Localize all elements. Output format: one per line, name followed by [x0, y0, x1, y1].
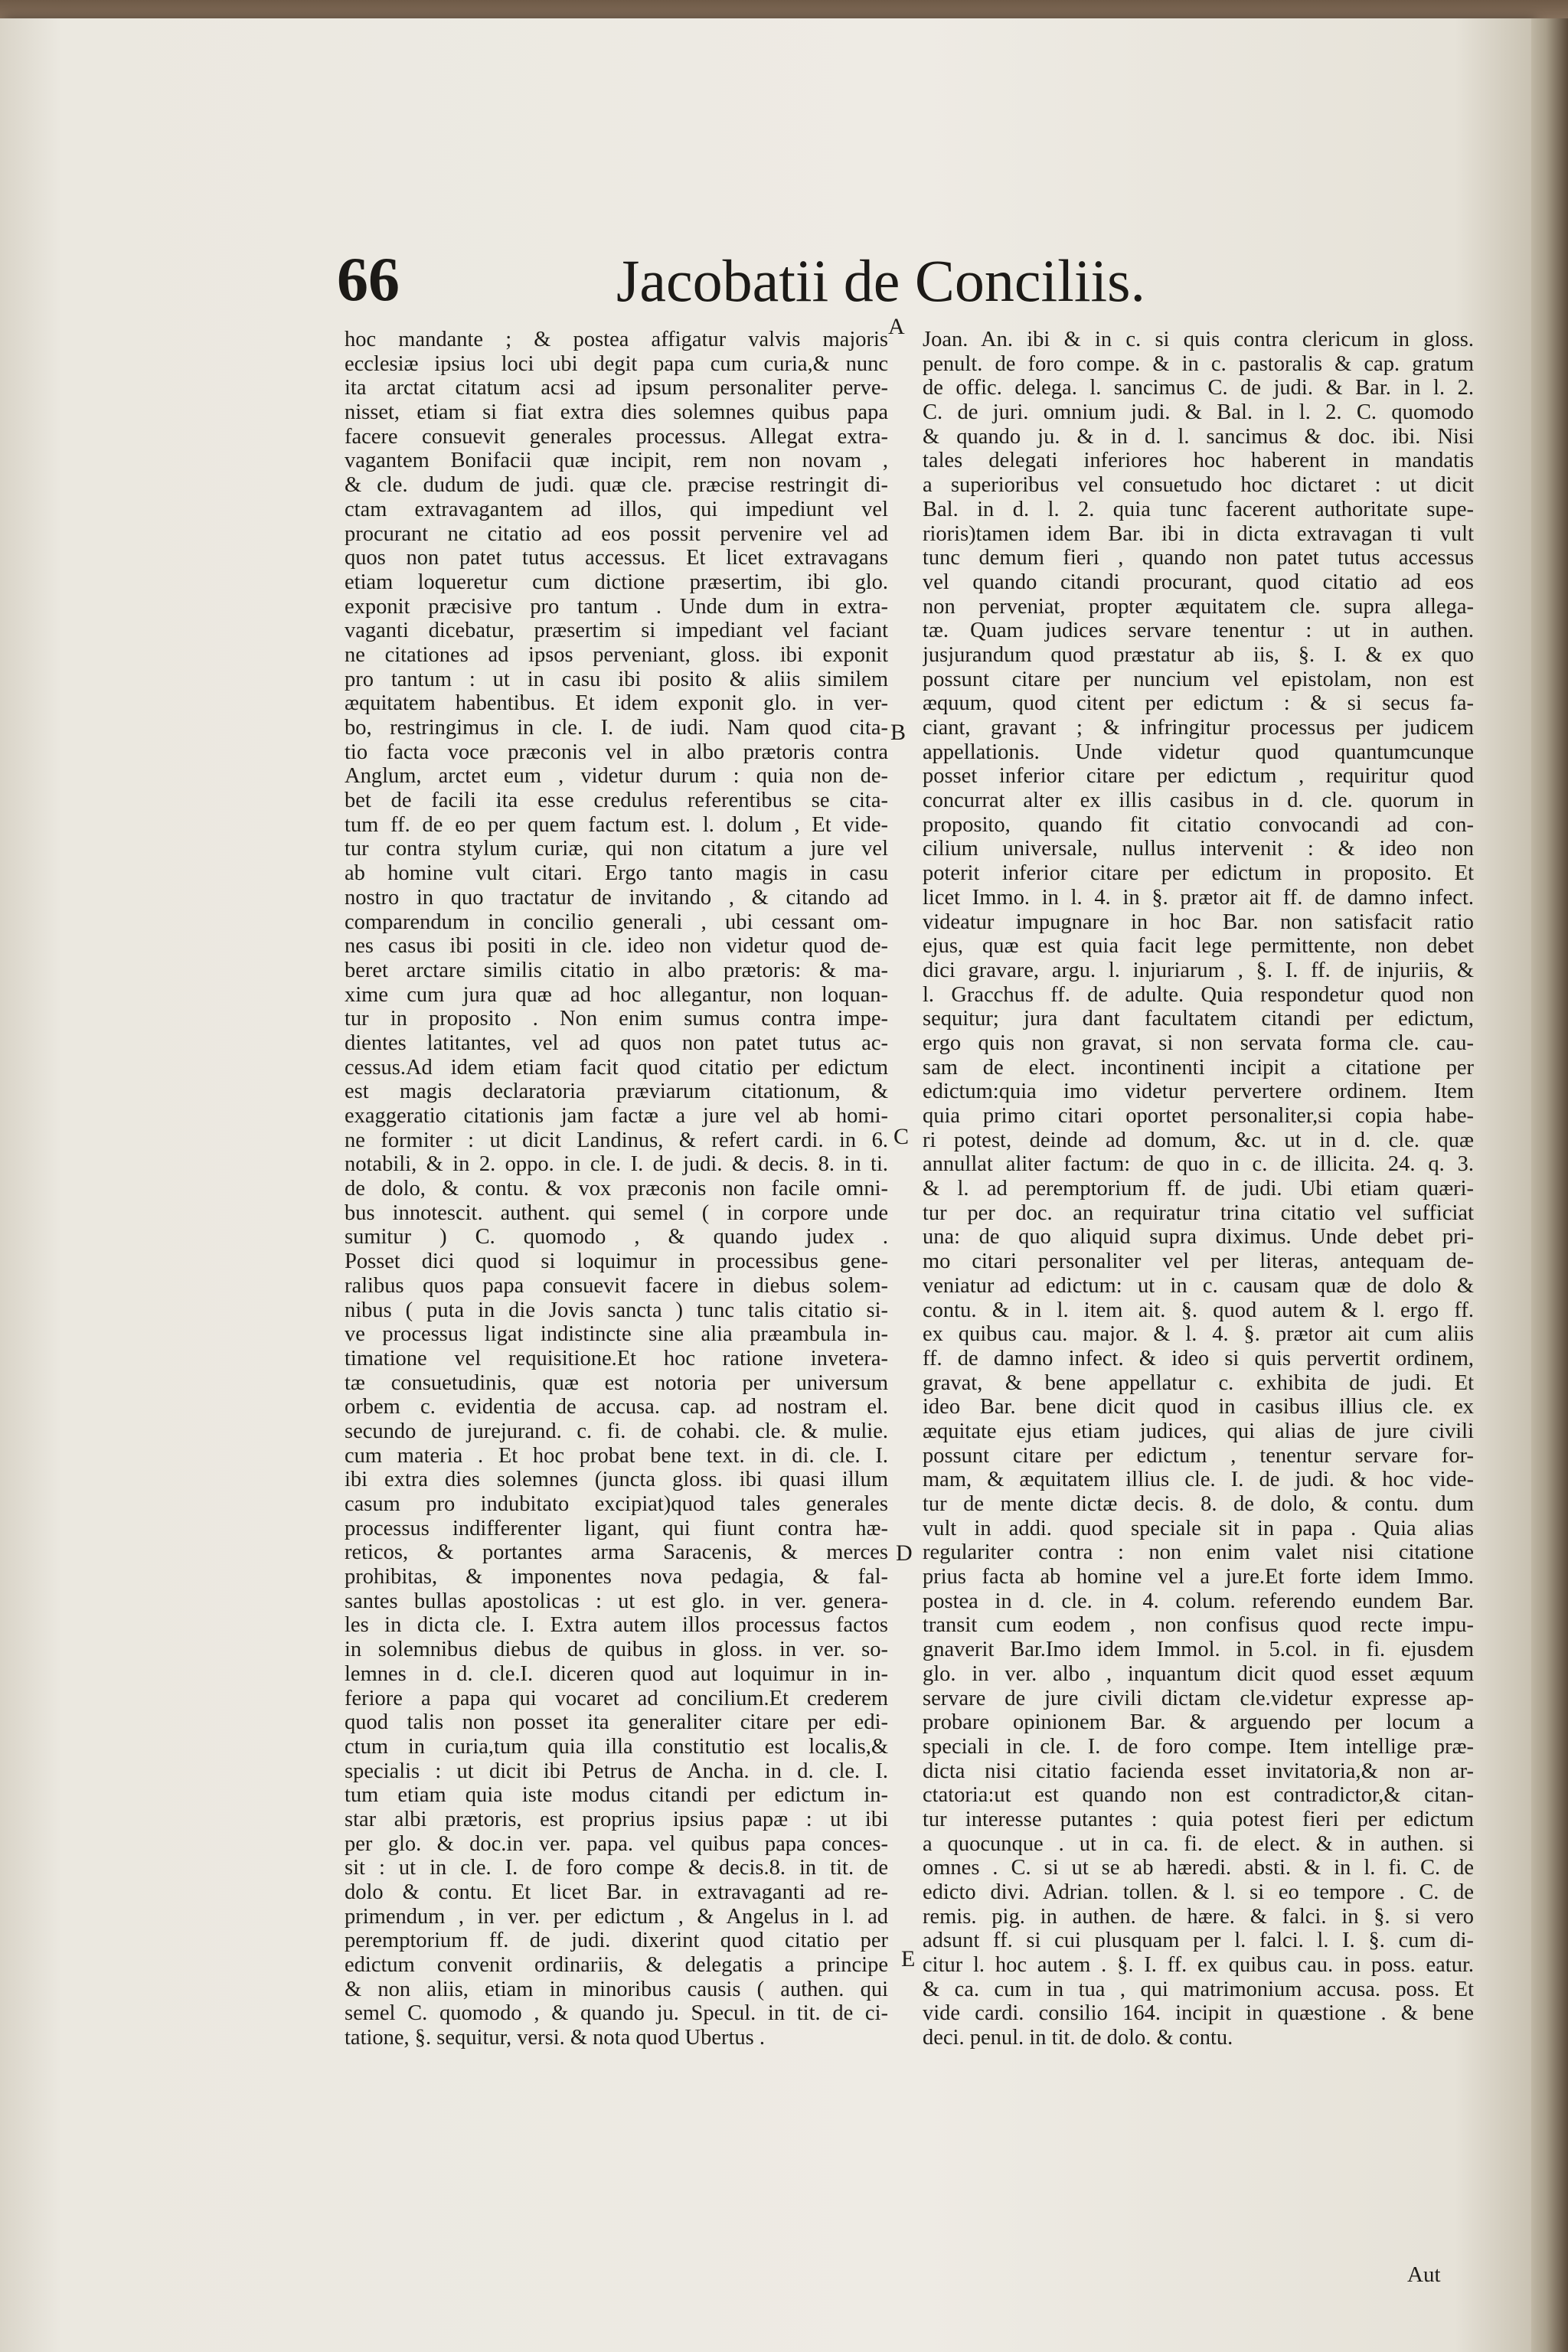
left-column-line: xime cum jura quæ ad hoc allegantur, non loquan-: [345, 982, 888, 1007]
left-column-line: secundo de jurejurand. c. fi. de cohabi. cle. & mulie.: [345, 1419, 888, 1443]
margin-letter-b: B: [890, 720, 906, 745]
left-column-line: ralibus quos papa consuevit facere in diebus solem-: [345, 1273, 888, 1298]
left-column-line: quos non patet tutus accessus. Et licet extravagans: [345, 546, 888, 570]
left-column-line: vaganti dicebatur, præsertim si impediant vel faciant: [345, 619, 888, 643]
left-column-line: cessus.Ad idem etiam facit quod citatio per edictum: [345, 1055, 888, 1080]
left-column-line: Anglum, arctet eum , videtur durum : quia non de-: [345, 764, 888, 789]
margin-letter-c: C: [893, 1124, 910, 1149]
right-column-line: sam de elect. incontinenti incipit a citatione per: [923, 1055, 1474, 1080]
right-column-line: adsunt ff. si cui plusquam per l. falci. l. I. §. cum di-: [923, 1929, 1474, 1953]
left-column-line: santes bullas apostolicas : ut est glo. in ver. genera-: [345, 1589, 888, 1613]
right-column-line: rioris)tamen idem Bar. ibi in dicta extravagan ti vult: [923, 521, 1474, 546]
left-column-line: quod talis non posset ita generaliter citare per edi-: [345, 1710, 888, 1735]
left-column-line: pro tantum : ut in casu ibi posito & aliis similem: [345, 667, 888, 691]
right-column-line: a superioribus vel consuetudo hoc dictaret : ut dicit: [923, 473, 1474, 498]
right-column-line: tur de mente dictæ decis. 8. de dolo, & contu. dum: [923, 1492, 1474, 1516]
right-column-line: tales delegati inferiores hoc haberent in mandatis: [923, 449, 1474, 473]
left-column-line: ne citationes ad ipsos perveniant, gloss. ibi exponit: [345, 642, 888, 667]
left-column-line: vagantem Bonifacii quæ incipit, rem non novam ,: [345, 449, 888, 473]
right-column-line: citur l. hoc autem . §. I. ff. ex quibus cau. in poss. eatur.: [923, 1953, 1474, 1978]
right-column-line: ideo Bar. bene dicit quod in casibus illius cle. ex: [923, 1395, 1474, 1419]
left-column-line: nes casus ibi positi in cle. ideo non videtur quod de-: [345, 934, 888, 959]
right-column-line: licet Immo. in l. 4. in §. prætor ait ff. de damno infect.: [923, 885, 1474, 910]
right-column-line: edicto divi. Adrian. tollen. & l. si eo tempore . C. de: [923, 1880, 1474, 1904]
right-column-line: ff. de damno infect. & ideo si quis pervertit ordinem,: [923, 1346, 1474, 1370]
left-column-line: exponit præcisive pro tantum . Unde dum in extra-: [345, 594, 888, 619]
right-column-line: C. de juri. omnium judi. & Bal. in l. 2. C. quomodo: [923, 400, 1474, 425]
right-column-line: concurrat alter ex illis casibus in d. cle. quorum in: [923, 789, 1474, 813]
right-column-line: vult in addi. quod speciale sit in papa . Quia alias: [923, 1516, 1474, 1540]
right-column-line: prius facta ab homine vel a jure.Et forte idem Immo.: [923, 1565, 1474, 1589]
right-column-line: Bal. in d. l. 2. quia tunc facerent authoritate supe-: [923, 497, 1474, 521]
left-column-line: tatione, §. sequitur, versi. & nota quod Ubertus .: [345, 2026, 765, 2050]
right-column-line: postea in d. cle. in 4. colum. referendo eundem Bar.: [923, 1589, 1474, 1613]
left-column-line: bo, restringimus in cle. I. de iudi. Nam quod cita-: [345, 716, 888, 740]
left-column-line: dientes latitantes, vel ad quos non patet tutus ac-: [345, 1031, 888, 1055]
right-column-line: servare de jure civili dictam cle.videtur expresse ap-: [923, 1686, 1474, 1710]
left-column-line: orbem c. evidentia de accusa. cap. ad nostram el.: [345, 1395, 888, 1419]
right-column-line: æquum, quod citent per edictum : & si secus fa-: [923, 691, 1474, 716]
left-column-line: feriore a papa qui vocaret ad concilium.Et crederem: [345, 1686, 888, 1710]
left-column-line: ne formiter : ut dicit Landinus, & refert cardi. in 6.: [345, 1128, 888, 1152]
left-column-line: semel C. quomodo , & quando ju. Specul. in tit. de ci-: [345, 2001, 888, 2026]
right-column-line: annullat aliter factum: de quo in c. de illicita. 24. q. 3.: [923, 1152, 1474, 1177]
right-column-line: tur interesse putantes : quia potest fieri per edictum: [923, 1807, 1474, 1831]
right-column-line: speciali in cle. I. de foro compe. Item intellige præ-: [923, 1734, 1474, 1759]
left-column-line: tio facta voce præconis vel in albo prætoris contra: [345, 740, 888, 764]
right-column-line: gravat, & bene appellatur c. exhibita de judi. Et: [923, 1370, 1474, 1395]
left-column-line: tum ff. de eo per quem factum est. l. dolum , Et vide-: [345, 812, 888, 837]
left-column-line: casum pro indubitato excipiat)quod tales generales: [345, 1492, 888, 1516]
left-column-line: & cle. dudum de judi. quæ cle. præcise restringit di-: [345, 473, 888, 498]
left-column-line: de dolo, & contu. & vox præconis non facile omni-: [345, 1177, 888, 1201]
left-column-line: ve processus ligat indistincte sine alia præambula in-: [345, 1322, 888, 1347]
left-column-line: & non aliis, etiam in minoribus causis ( authen. qui: [345, 1977, 888, 2001]
margin-letter-e: E: [901, 1946, 916, 1971]
right-column-line: cilium universale, nullus intervenit : & ideo non: [923, 837, 1474, 861]
left-column-line: dolo & contu. Et licet Bar. in extravaganti ad re-: [345, 1880, 888, 1904]
left-column-line: bus innotescit. authent. qui semel ( in corpore unde: [345, 1200, 888, 1225]
left-column-line: nibus ( puta in die Jovis sancta ) tunc talis citatio si-: [345, 1298, 888, 1322]
left-column-line: nostro in quo tractatur de invitando , & citando ad: [345, 885, 888, 910]
left-column-line: sumitur ) C. quomodo , & quando judex .: [345, 1225, 888, 1250]
right-column-line: ex quibus cau. major. & l. 4. §. prætor ait cum aliis: [923, 1322, 1474, 1347]
right-column-line: transit cum eodem , non confisus quod recte impu-: [923, 1613, 1474, 1638]
left-column-line: ab homine vult citari. Ergo tanto magis in casu: [345, 861, 888, 886]
right-column-line: Joan. An. ibi & in c. si quis contra clericum in gloss.: [923, 328, 1474, 351]
catchword: Aut: [1407, 2262, 1441, 2287]
right-column-line: mam, & æquitatem illius cle. I. de judi. & hoc vide-: [923, 1468, 1474, 1492]
right-column-line: vide cardi. consilio 164. incipit in quæstione . & bene: [923, 2001, 1474, 2026]
right-column-line: æquitate ejus etiam judices, qui alias de jure civili: [923, 1419, 1474, 1443]
running-title: Jacobatii de Conciliis.: [616, 247, 1146, 314]
right-column-line: & quando ju. & in d. l. sancimus & doc. ibi. Nisi: [923, 424, 1474, 449]
left-column-line: sit : ut in cle. I. de foro compe & decis.8. in tit. de: [345, 1856, 888, 1880]
margin-letter-a: A: [888, 314, 905, 339]
right-column-line: sequitur; jura dant facultatem citandi per edictum,: [923, 1007, 1474, 1031]
left-column-line: hoc mandante ; & postea affigatur valvis majoris: [345, 328, 888, 351]
left-column-line: etiam loqueretur cum dictione præsertim, ibi glo.: [345, 570, 888, 594]
right-column-line: a quocunque . ut in ca. fi. de elect. & in authen. si: [923, 1831, 1474, 1856]
right-column-line: edictum:quia imo videtur pervertere ordinem. Item: [923, 1080, 1474, 1104]
left-column-line: specialis : ut dicit ibi Petrus de Ancha. in d. cle. I.: [345, 1759, 888, 1783]
right-column-line: posset inferior citare per edictum , requiritur quod: [923, 764, 1474, 789]
left-column-line: prohibitas, & imponentes nova pedagia, & fal-: [345, 1565, 888, 1589]
right-column-line: tæ. Quam judices servare tenentur : ut in authen.: [923, 619, 1474, 643]
right-column-line: possunt citare per edictum , tenentur servare for-: [923, 1443, 1474, 1468]
right-column-line: dicta nisi citatio facienda esset invitatoria,& non ar-: [923, 1759, 1474, 1783]
right-column-line: mo citari personaliter vel per literas, antequam de-: [923, 1250, 1474, 1274]
right-column-line: dici gravare, argu. l. injuriarum , §. I. ff. de injuriis, &: [923, 958, 1474, 982]
right-column-line: jusjurandum quod præstatur ab iis, §. I. & ex quo: [923, 642, 1474, 667]
right-column-line: vel quando citandi procurant, quod citatio ad eos: [923, 570, 1474, 594]
left-column-line: bet de facili ita esse credulus referentibus se cita-: [345, 789, 888, 813]
right-column-line: videatur impugnare in hoc Bar. non satisfacit ratio: [923, 910, 1474, 934]
left-column-line: ibi extra dies solemnes (juncta gloss. ibi quasi illum: [345, 1468, 888, 1492]
right-column-line: & l. ad peremptorium ff. de judi. Ubi etiam quæri-: [923, 1177, 1474, 1201]
right-column-line: ri potest, deinde ad domum, &c. ut in d. cle. quæ: [923, 1128, 1474, 1152]
left-column-line: peremptorium ff. de judi. dixerint quod citatio per: [345, 1929, 888, 1953]
left-column-line: comparendum in concilio generali , ubi cessant om-: [345, 910, 888, 934]
page-header: [337, 243, 1485, 320]
left-column-line: tur contra stylum curiæ, qui non citatum a jure vel: [345, 837, 888, 861]
left-column-line: cum materia . Et hoc probat bene text. in di. cle. I.: [345, 1443, 888, 1468]
left-column-line: procurant ne citatio ad eos possit pervenire vel ad: [345, 521, 888, 546]
left-column-line: ecclesiæ ipsius loci ubi degit papa cum curia,& nunc: [345, 351, 888, 376]
right-column-line: contu. & in l. item ait. §. quod autem & l. ergo ff.: [923, 1298, 1474, 1322]
right-column-line: remis. pig. in authen. de hære. & falci. in §. si vero: [923, 1904, 1474, 1929]
left-column-line: ctam extravagantem ad illos, qui impediunt vel: [345, 497, 888, 521]
left-column-line: tur in proposito . Non enim sumus contra impe-: [345, 1007, 888, 1031]
left-column-line: primendum , in ver. per edictum , & Angelus in l. ad: [345, 1904, 888, 1929]
left-column-line: ctum in curia,tum quia illa constitutio est localis,&: [345, 1734, 888, 1759]
right-column-line: poterit inferior citare per edictum in proposito. Et: [923, 861, 1474, 886]
left-column-line: facere consuevit generales processus. Allegat extra-: [345, 424, 888, 449]
right-column-line: tur per doc. an requiratur trina citatio vel sufficiat: [923, 1200, 1474, 1225]
left-column-line: star albi prætoris, est proprius ipsius papæ : ut ibi: [345, 1807, 888, 1831]
right-text-column: [923, 328, 1474, 2050]
right-column-line: ciant, gravant ; & infringitur processus per judicem: [923, 716, 1474, 740]
right-column-line: quia primo citari oportet personaliter,si copia habe-: [923, 1104, 1474, 1128]
right-column-line: ctatoria:ut est quando non est contradictor,& citan-: [923, 1783, 1474, 1808]
left-column-line: tum etiam quia iste modus citandi per edictum in-: [345, 1783, 888, 1808]
left-text-column: [345, 328, 888, 2050]
right-column-line: possunt citare per nuncium vel epistolam, non est: [923, 667, 1474, 691]
left-column-line: edictum convenit ordinariis, & delegatis a principe: [345, 1953, 888, 1978]
left-column-line: les in dicta cle. I. Extra autem illos processus factos: [345, 1613, 888, 1638]
left-column-line: æquitatem habentibus. Et idem exponit glo. in ver-: [345, 691, 888, 716]
right-column-line: l. Gracchus ff. de adulte. Quia respondetur quod non: [923, 982, 1474, 1007]
left-column-line: est magis declaratoria præviarum citationum, &: [345, 1080, 888, 1104]
right-column-line: regulariter contra : non enim valet nisi citatione: [923, 1540, 1474, 1565]
left-column-line: exaggeratio citationis jam factæ a jure vel ab homi-: [345, 1104, 888, 1128]
left-column-line: tæ consuetudinis, quæ est notoria per universum: [345, 1370, 888, 1395]
right-column-line: ergo quis non gravat, si non servata forma cle. cau-: [923, 1031, 1474, 1055]
right-column-line: penult. de foro compe. & in c. pastoralis & cap. gratum: [923, 351, 1474, 376]
right-column-line: veniatur ad edictum: ut in c. causam quæ de dolo &: [923, 1273, 1474, 1298]
right-column-line: appellationis. Unde videtur quod quantumcunque: [923, 740, 1474, 764]
left-column-line: beret arctare similis citatio in albo prætoris: & ma-: [345, 958, 888, 982]
right-column-line: tunc demum fieri , quando non patet tutus accessus: [923, 546, 1474, 570]
left-column-line: nisset, etiam si fiat extra dies solemnes quibus papa: [345, 400, 888, 425]
right-column-line: de offic. delega. l. sancimus C. de judi. & Bar. in l. 2.: [923, 376, 1474, 400]
left-column-line: processus indifferenter ligant, qui fiunt contra hæ-: [345, 1516, 888, 1540]
right-column-line: omnes . C. si ut se ab hæredi. absti. & in l. fi. C. de: [923, 1856, 1474, 1880]
left-column-line: Posset dici quod si loquimur in processibus gene-: [345, 1250, 888, 1274]
left-column-line: reticos, & portantes arma Saracenis, & merces: [345, 1540, 888, 1565]
right-column-line: gnaverit Bar.Imo idem Immol. in 5.col. in fi. ejusdem: [923, 1638, 1474, 1662]
page-stack-edge: [1531, 18, 1568, 2352]
left-column-line: ita arctat citatum acsi ad ipsum personaliter perve-: [345, 376, 888, 400]
left-column-line: per glo. & doc.in ver. papa. vel quibus papa conces-: [345, 1831, 888, 1856]
right-column-line: probare opinionem Bar. & arguendo per locum a: [923, 1710, 1474, 1735]
left-column-line: timatione vel requisitione.Et hoc ratione invetera-: [345, 1346, 888, 1370]
left-column-line: in solemnibus diebus de quibus in gloss. in ver. so-: [345, 1638, 888, 1662]
right-column-line: & ca. cum in tua , qui matrimonium accusa. poss. Et: [923, 1977, 1474, 2001]
right-column-line: proposito, quando fit citatio convocandi ad con-: [923, 812, 1474, 837]
right-column-line: una: de quo aliquid supra diximus. Unde debet pri-: [923, 1225, 1474, 1250]
right-column-line: ejus, quæ est quia facit lege permittente, non debet: [923, 934, 1474, 959]
page-number: 66: [337, 244, 400, 314]
right-column-line: non perveniat, propter æquitatem cle. supra allega-: [923, 594, 1474, 619]
right-column-line: glo. in ver. albo , inquantum dicit quod esset æquum: [923, 1661, 1474, 1686]
right-column-line: deci. penul. in tit. de dolo. & contu.: [923, 2026, 1233, 2050]
margin-letter-d: D: [896, 1540, 913, 1566]
left-column-line: notabili, & in 2. oppo. in cle. I. de judi. & decis. 8. in ti.: [345, 1152, 888, 1177]
left-column-line: lemnes in d. cle.I. diceren quod aut loquimur in in-: [345, 1661, 888, 1686]
